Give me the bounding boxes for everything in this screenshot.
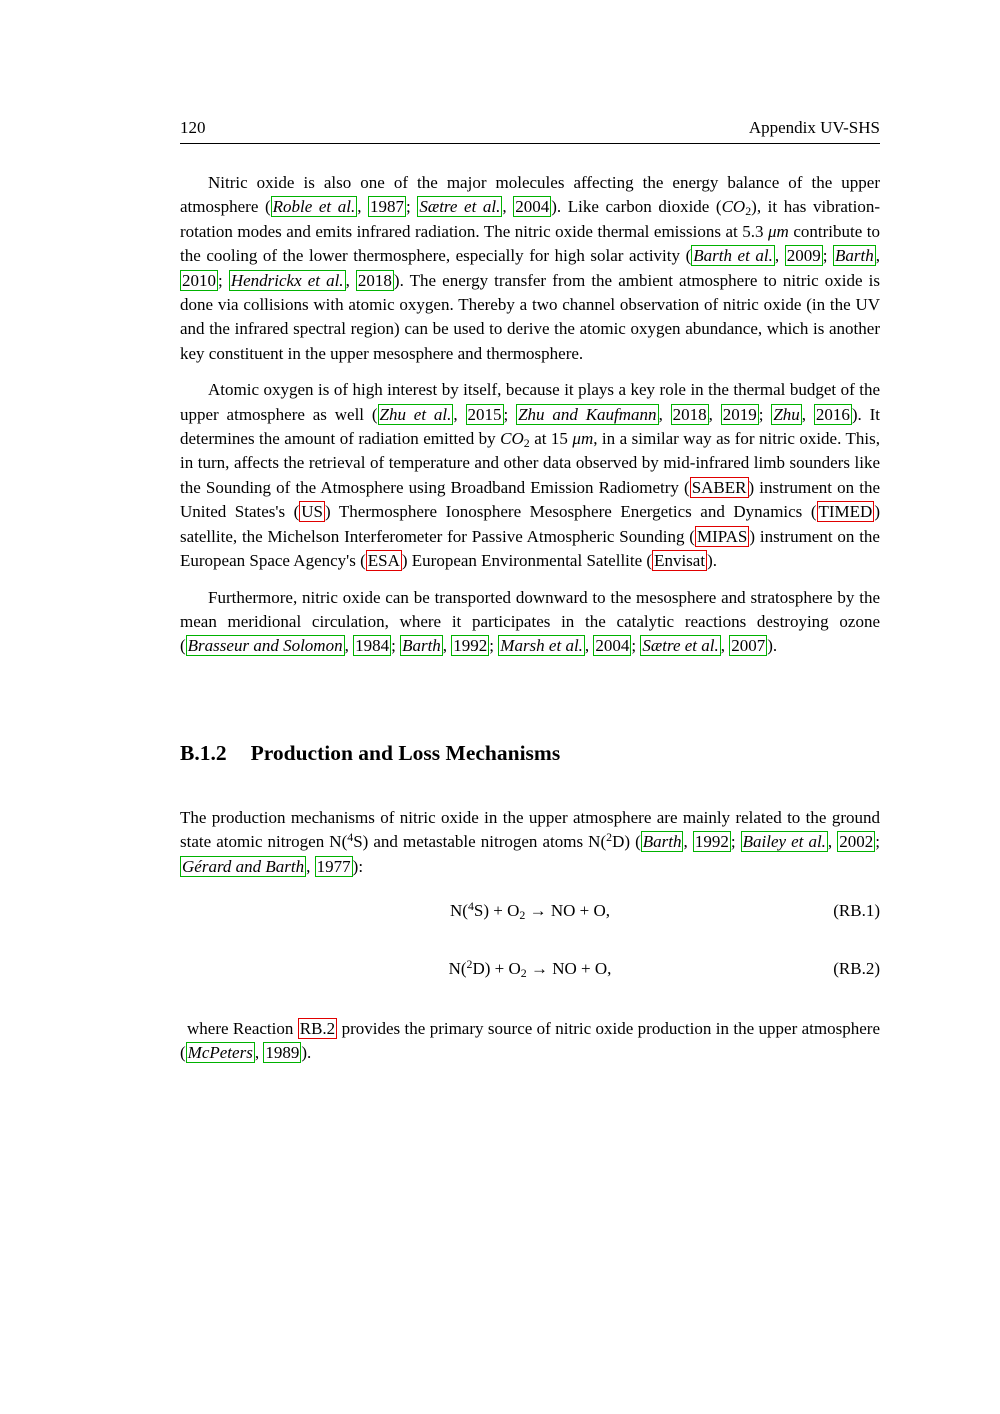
equation-label: (RB.2) [833,958,880,978]
internal-reference-link[interactable]: ESA [367,551,400,571]
text-run: , [345,270,356,290]
text-run: ). [707,551,717,571]
text-run: S) + O [473,900,520,920]
paragraph-atomic-oxygen [180,378,880,573]
text-run: , [453,404,466,424]
text-run: , [774,246,785,266]
subscript: 2 [520,965,527,980]
text-run: , [801,404,814,424]
citation-author-link[interactable]: Barth [402,636,441,656]
equation-body [450,901,610,920]
text-run: ; [406,197,418,217]
text-run: provides the primary source of nitric oxide production in the upper atmosphere ( [180,1018,880,1063]
text-run: S) and metastable nitrogen atoms N( [353,832,607,852]
citation-year-link[interactable]: 1977 [316,856,351,876]
text-run: → NO + O, [526,958,612,978]
citation-author-link[interactable]: Zhu [773,404,800,424]
text-run: ; [391,636,401,656]
citation-author-link[interactable]: Brasseur and Solomon [187,636,343,656]
text-run: , [827,832,838,852]
equation-rb1 [180,901,880,921]
citation-year-link[interactable]: 2018 [672,404,707,424]
text-run: , [502,197,514,217]
text-run: ) Thermosphere Ionosphere Mesosphere Energetics and Dynamics ( [325,502,817,522]
citation-year-link[interactable]: 2007 [731,636,766,656]
text-run: ; [631,636,641,656]
citation-author-link[interactable]: Sætre et al. [419,197,501,217]
text-run: D) ( [612,832,641,852]
equation-body [449,959,612,978]
text-run: N( [448,958,467,978]
text-run: D) + O [472,958,521,978]
citation-year-link[interactable]: 2004 [515,197,550,217]
math-italic: CO [721,197,746,217]
citation-author-link[interactable]: Roble et al. [272,197,356,217]
citation-year-link[interactable]: 2004 [595,636,630,656]
citation-author-link[interactable]: Hendrickx et al. [230,270,344,290]
equation-rb2 [180,959,880,979]
text-run: ; [730,832,741,852]
text-run: ). The energy transfer from the ambient atmosphere to nitric oxide is done via collisions with atomic oxygen. Thereby a two channel observation of nitric oxide (in the UV and the infrared spectral region) can be used to derive the atomic oxygen abundance, which is another key constituent in the upper mesosphere and thermosphere. [180,270,880,363]
citation-year-link[interactable]: 2009 [786,246,821,266]
text-run: , [708,404,721,424]
subscript: 2 [523,436,530,451]
page-header [180,118,880,144]
paragraph-production-mechanisms [180,806,880,879]
text-run: , [875,246,881,266]
math-italic: μm [768,221,789,241]
text-run: ; [758,404,772,424]
subscript: 2 [745,204,752,219]
text-run: Atomic oxygen is of high interest by itself, because it plays a key role in the thermal budget of the upper atmosphere as well ( [180,380,880,424]
internal-reference-link[interactable]: US [301,502,324,522]
text-run: ; [503,404,517,424]
text-run: ). [301,1043,312,1063]
citation-year-link[interactable]: 1987 [370,197,405,217]
citation-author-link[interactable]: Zhu and Kaufmann [518,404,657,424]
text-run: contribute to the cooling of the lower thermosphere, especially for high solar activity ( [180,221,880,266]
internal-reference-link[interactable]: Envisat [654,551,706,571]
text-run: N( [449,900,468,920]
citation-author-link[interactable]: Marsh et al. [500,636,583,656]
citation-year-link[interactable]: 2015 [467,404,502,424]
citation-author-link[interactable]: McPeters [187,1043,253,1063]
text-run: ). [767,636,778,656]
citation-year-link[interactable]: 2019 [722,404,757,424]
text-run: , [357,197,369,217]
superscript: 4 [347,830,354,845]
paragraph-nitric-oxide [180,171,880,366]
text-run: , [306,856,315,876]
text-run: , [683,832,693,852]
text-run: , [254,1043,264,1063]
subscript: 2 [519,907,526,922]
math-italic: CO [500,429,524,449]
text-run: ). Like carbon dioxide ( [551,197,722,217]
citation-year-link[interactable]: 1989 [265,1043,300,1063]
text-run: ). It determines the amount of radiation emitted by [180,404,881,449]
paragraph-transport [180,586,880,659]
page-number: 120 [180,118,206,137]
text-run: Nitric oxide is also one of the major molecules affecting the energy balance of the upper atmosphere ( [180,173,880,217]
citation-year-link[interactable]: 1992 [453,636,488,656]
text-run: , [442,636,452,656]
text-run: ; [875,832,880,852]
citation-author-link[interactable]: Gérard and Barth [182,856,305,876]
math-italic: μm [572,429,594,449]
citation-year-link[interactable]: 2002 [839,832,874,852]
citation-author-link[interactable]: Sætre et al. [642,636,719,656]
citation-author-link[interactable]: Barth [642,832,682,852]
text-run: , in a similar way as for nitric oxide. This, in turn, affects the retrieval of temperature and other data observed by mid-infrared limb sounders like the Sounding of the Atmosphere using Broadband Emission Radiometry ( [180,429,880,497]
text-run: , [344,636,354,656]
text-run: ; [822,246,834,266]
text-run: Furthermore, nitric oxide can be transported downward to the mesosphere and stratosphere by the mean meridional circulation, where it participates in the catalytic reactions destroying ozone ( [180,587,880,656]
text-run: → NO + O, [525,900,610,920]
superscript: 2 [606,830,613,845]
internal-reference-link[interactable]: MIPAS [696,526,748,546]
citation-author-link[interactable]: Zhu et al. [379,404,452,424]
text-run: ): [352,856,364,876]
text-run: The production mechanisms of nitric oxide in the upper atmosphere are mainly related to the ground state atomic nitrogen N( [180,807,880,852]
citation-author-link[interactable]: Barth et al. [693,246,773,266]
citation-year-link[interactable]: 2016 [815,404,850,424]
page-content [180,118,880,1078]
text-run: , [584,636,594,656]
text-run: , [658,404,671,424]
paragraph-where-reaction [180,1017,880,1066]
section-title: Production and Loss Mechanisms [250,740,561,765]
citation-author-link[interactable]: Barth [835,246,874,266]
text-run: ) satellite, the Michelson Interferometer for Passive Atmospheric Sounding ( [180,502,880,546]
running-head: Appendix UV-SHS [748,118,880,137]
text-run: , [720,636,730,656]
internal-reference-link[interactable]: TIMED [818,502,873,522]
internal-reference-link[interactable]: RB.2 [299,1018,336,1038]
text-run: where Reaction [187,1018,298,1038]
text-run: ; [218,270,229,290]
text-run: ), it has vibration-rotation modes and emits infrared radiation. The nitric oxide thermal emissions at 5.3 [180,197,881,241]
equation-label: (RB.1) [833,900,880,920]
superscript: 2 [466,957,473,971]
text-run: ) European Environmental Satellite ( [401,551,653,571]
text-run: ) instrument on the European Space Agency's ( [180,526,880,571]
section-heading [180,741,880,766]
internal-reference-link[interactable]: SABER [691,477,747,497]
text-run: ; [489,636,499,656]
superscript: 4 [467,899,474,913]
text-run: at 15 [529,429,573,449]
citation-year-link[interactable]: 1984 [355,636,390,656]
citation-year-link[interactable]: 1992 [694,832,729,852]
section-number: B.1.2 [180,740,227,765]
citation-author-link[interactable]: Bailey et al. [742,832,826,852]
citation-year-link[interactable]: 2010 [182,270,216,290]
citation-year-link[interactable]: 2018 [357,270,392,290]
text-run: ) instrument on the United States's ( [180,477,880,522]
